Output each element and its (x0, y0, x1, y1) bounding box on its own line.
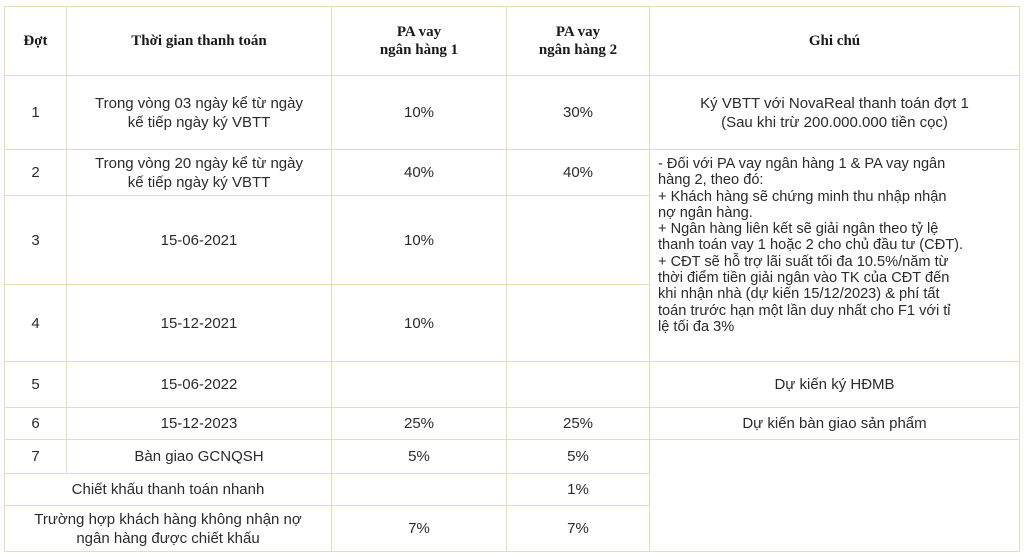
cell-note: Ký VBTT với NovaReal thanh toán đợt 1 (Sau khi trừ 200.000.000 tiền cọc) (650, 76, 1020, 150)
header-bank-loan-1: PA vay ngân hàng 1 (332, 7, 507, 76)
table-row (5, 150, 1020, 196)
cell-pa2: 25% (507, 408, 650, 440)
cell-note: Dự kiến bàn giao sản phẩm (650, 408, 1020, 440)
header-payment-time: Thời gian thanh toán (67, 7, 332, 76)
cell-pa1: 10% (332, 76, 507, 150)
cell-discount-label: Chiết khấu thanh toán nhanh (5, 474, 332, 506)
cell-time: 15-06-2022 (67, 362, 332, 408)
cell-pa2: 1% (507, 474, 650, 506)
cell-time: 15-12-2023 (67, 408, 332, 440)
cell-dot: 5 (5, 362, 67, 408)
cell-note: Dự kiến ký HĐMB (650, 362, 1020, 408)
cell-pa1 (332, 362, 507, 408)
header-notes: Ghi chú (650, 7, 1020, 76)
cell-dot: 6 (5, 408, 67, 440)
cell-time: 15-06-2021 (67, 196, 332, 285)
cell-pa2 (507, 196, 650, 285)
header-bank-loan-2: PA vay ngân hàng 2 (507, 7, 650, 76)
cell-pa1 (332, 474, 507, 506)
table-row (5, 440, 1020, 474)
cell-dot: 7 (5, 440, 67, 474)
cell-dot: 1 (5, 76, 67, 150)
table-row (5, 76, 1020, 150)
header-row (5, 7, 1020, 76)
cell-pa1: 5% (332, 440, 507, 474)
cell-pa2 (507, 362, 650, 408)
merged-note: - Đối với PA vay ngân hàng 1 & PA vay ngân hàng 2, theo đó: + Khách hàng sẽ chứng minh thu nhập nhận nợ ngân hàng. + Ngân hàng liên kết sẽ giải ngân theo tỷ lệ thanh toán vay 1 hoặc 2 cho chủ đầu tư (CĐT). + CĐT sẽ hỗ trợ lãi suất tối đa 10.5%/năm từ thời điểm tiền giải ngân vào TK của CĐT đến khi nhận nhà (dự kiến 15/12/2023) & phí tất toán trước hạn một lần duy nhất cho F1 với tỉ lệ tối đa 3% (650, 150, 1020, 362)
cell-time: Trong vòng 03 ngày kể từ ngày kế tiếp ngày ký VBTT (67, 76, 332, 150)
cell-time: Bàn giao GCNQSH (67, 440, 332, 474)
header-dot: Đợt (5, 7, 67, 76)
cell-dot: 3 (5, 196, 67, 285)
cell-time: 15-12-2021 (67, 285, 332, 362)
cell-pa1: 7% (332, 506, 507, 552)
table-row (5, 408, 1020, 440)
cell-pa1: 25% (332, 408, 507, 440)
cell-no-loan-label: Trường hợp khách hàng không nhận nợ ngân hàng được chiết khấu (5, 506, 332, 552)
cell-pa2: 40% (507, 150, 650, 196)
cell-pa2 (507, 285, 650, 362)
cell-pa2: 30% (507, 76, 650, 150)
cell-pa2: 5% (507, 440, 650, 474)
payment-schedule-table (4, 6, 1020, 552)
cell-pa1: 40% (332, 150, 507, 196)
cell-pa2: 7% (507, 506, 650, 552)
cell-pa1: 10% (332, 285, 507, 362)
cell-time: Trong vòng 20 ngày kể từ ngày kế tiếp ngày ký VBTT (67, 150, 332, 196)
empty-note-cell (650, 440, 1020, 552)
table-row (5, 362, 1020, 408)
cell-dot: 4 (5, 285, 67, 362)
cell-pa1: 10% (332, 196, 507, 285)
cell-dot: 2 (5, 150, 67, 196)
